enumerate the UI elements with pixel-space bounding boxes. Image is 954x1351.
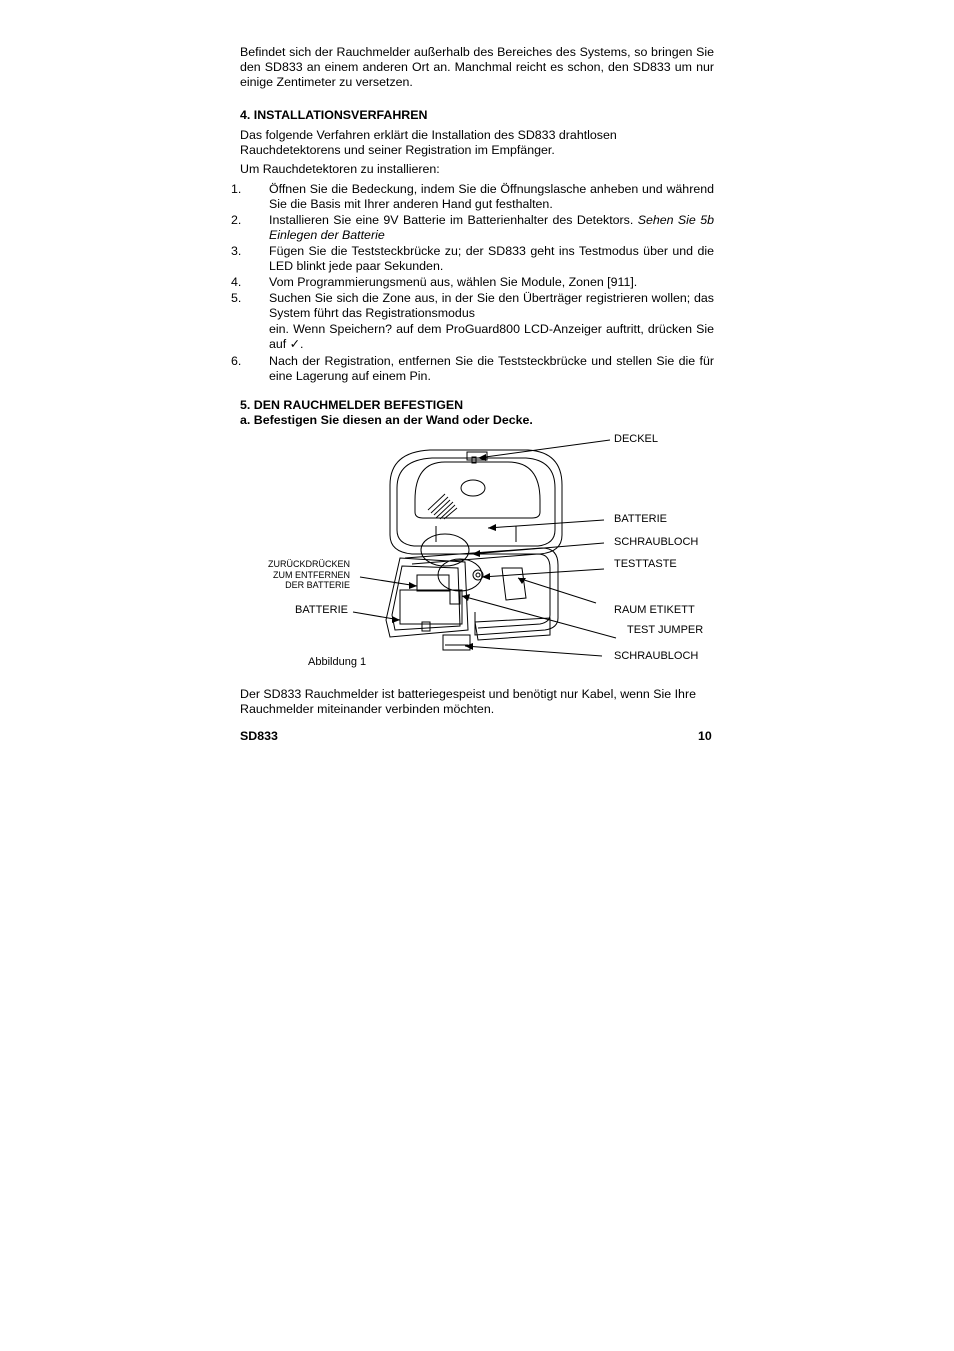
smoke-detector-figure bbox=[250, 430, 720, 675]
section-4-paragraph: Das folgende Verfahren erklärt die Installation des SD833 drahtlosen Rauchdetektorens und seiner Registration im Empfänger. bbox=[240, 128, 617, 157]
label-batterie-left: BATTERIE bbox=[295, 604, 348, 616]
smoke-detector-drawing bbox=[250, 430, 720, 675]
section-5-heading: 5. DEN RAUCHMELDER BEFESTIGEN bbox=[240, 398, 464, 412]
label-schraubloch-bottom: SCHRAUBLOCH bbox=[614, 650, 699, 662]
label-batterie-right: BATTERIE bbox=[614, 513, 667, 525]
footer-page-number: 10 bbox=[698, 729, 712, 743]
footer-model: SD833 bbox=[240, 729, 278, 743]
label-zurueckdruecken: ZURÜCKDRÜCKEN ZUM ENTFERNEN DER BATTERIE bbox=[267, 559, 350, 590]
section-4-heading: 4. INSTALLATIONSVERFAHREN bbox=[240, 108, 428, 122]
figure-caption: Abbildung 1 bbox=[308, 656, 367, 668]
section-5-subheading: a. Befestigen Sie diesen an der Wand oder Decke. bbox=[240, 413, 533, 427]
label-raum-etikett: RAUM ETIKETT bbox=[614, 604, 695, 616]
intro-paragraph: Befindet sich der Rauchmelder außerhalb des Bereiches des Systems, so bringen Sie den SD833 an einem anderen Ort an. Manchmal reicht es schon, den SD833 um nur einige Zentimeter zu versetzen. bbox=[240, 45, 714, 89]
label-schraubloch-top: SCHRAUBLOCH bbox=[614, 536, 699, 548]
label-deckel: DECKEL bbox=[614, 433, 659, 445]
closing-paragraph: Der SD833 Rauchmelder ist batteriegespeist und benötigt nur Kabel, wenn Sie Ihre Rauchmelder miteinander verbinden möchten. bbox=[240, 687, 696, 716]
label-testtaste: TESTTASTE bbox=[614, 558, 677, 570]
section-4-instruction: Um Rauchdetektoren zu installieren: bbox=[240, 162, 440, 176]
label-test-jumper: TEST JUMPER bbox=[627, 624, 704, 636]
